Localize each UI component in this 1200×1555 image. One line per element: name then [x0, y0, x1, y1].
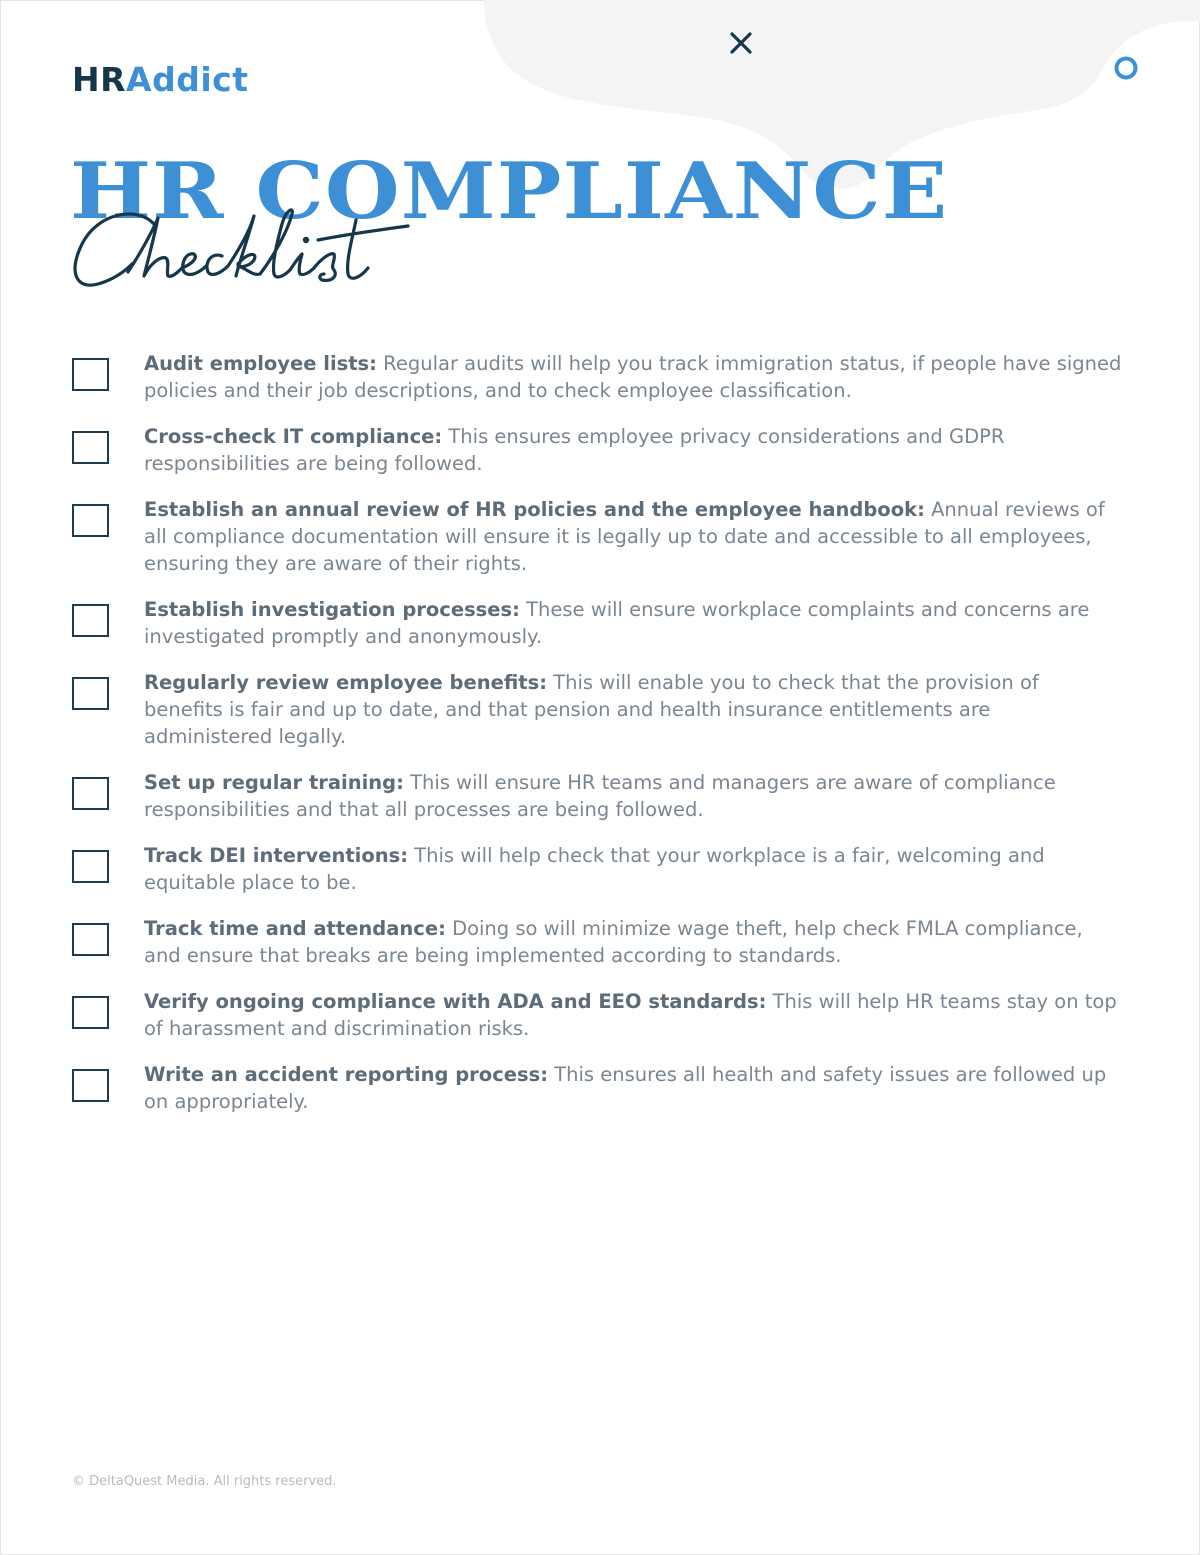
- checklist-item-lead: Establish investigation processes:: [144, 598, 520, 621]
- brand-logo: [72, 60, 248, 100]
- checklist-item: [72, 496, 1122, 577]
- checklist-script-heading: [68, 198, 428, 308]
- checklist-item-text: [144, 350, 1122, 404]
- logo-addict-text: Addict: [126, 60, 249, 99]
- checklist-item-lead: Set up regular training:: [144, 771, 404, 794]
- checklist-item-lead: Regularly review employee benefits:: [144, 671, 547, 694]
- checklist-item: [72, 596, 1122, 650]
- checklist-item-body: This will enable you to check that the provision of benefits is fair and up to date, and that pension and health insurance entitlements are administered legally.: [144, 671, 1039, 748]
- checklist-item-body: These will ensure workplace complaints and concerns are investigated promptly and anonymously.: [144, 598, 1090, 648]
- checklist-item-text: [144, 669, 1122, 750]
- checkbox[interactable]: [72, 431, 109, 464]
- page-title: HR COMPLIANCE: [70, 146, 949, 237]
- checklist-item: [72, 915, 1122, 969]
- checklist-item-text: [144, 842, 1122, 896]
- checkbox[interactable]: [72, 777, 109, 810]
- compliance-checklist: [72, 350, 1122, 1134]
- checkbox[interactable]: [72, 850, 109, 883]
- checklist-item-body: This will help check that your workplace is a fair, welcoming and equitable place to be.: [144, 844, 1045, 894]
- checklist-item-text: [144, 769, 1122, 823]
- checklist-item-lead: Cross-check IT compliance:: [144, 425, 443, 448]
- checkbox[interactable]: [72, 1069, 109, 1102]
- checkbox[interactable]: [72, 677, 109, 710]
- checklist-item-text: [144, 496, 1122, 577]
- checklist-item-lead: Track DEI interventions:: [144, 844, 409, 867]
- logo-hr-text: HR: [72, 60, 127, 99]
- checklist-item-body: This will help HR teams stay on top of harassment and discrimination risks.: [144, 990, 1117, 1040]
- checklist-item: [72, 842, 1122, 896]
- checklist-item-text: [144, 596, 1122, 650]
- checklist-item-text: [144, 1061, 1122, 1115]
- checklist-item-text: [144, 423, 1122, 477]
- checklist-item: [72, 769, 1122, 823]
- checklist-item-lead: Track time and attendance:: [144, 917, 446, 940]
- checklist-item-body: This ensures all health and safety issues are followed up on appropriately.: [144, 1063, 1107, 1113]
- checklist-item-text: [144, 915, 1122, 969]
- checkbox[interactable]: [72, 996, 109, 1029]
- checklist-item: [72, 1061, 1122, 1115]
- close-icon: [726, 28, 756, 58]
- checklist-item: [72, 350, 1122, 404]
- checklist-item-lead: Establish an annual review of HR policies and the employee handbook:: [144, 498, 925, 521]
- checklist-item-lead: Verify ongoing compliance with ADA and EEO standards:: [144, 990, 767, 1013]
- checklist-item-lead: Write an accident reporting process:: [144, 1063, 548, 1086]
- checklist-item-body: Doing so will minimize wage theft, help check FMLA compliance, and ensure that breaks are being implemented according to standards.: [144, 917, 1083, 967]
- checklist-item: [72, 669, 1122, 750]
- circle-outline-icon: [1112, 54, 1140, 82]
- checklist-item: [72, 988, 1122, 1042]
- checklist-item-body: This will ensure HR teams and managers are aware of compliance responsibilities and that all processes are being followed.: [144, 771, 1056, 821]
- checkbox[interactable]: [72, 604, 109, 637]
- checklist-item-body: This ensures employee privacy considerations and GDPR responsibilities are being followed.: [144, 425, 1005, 475]
- checkbox[interactable]: [72, 358, 109, 391]
- checkbox[interactable]: [72, 504, 109, 537]
- checklist-item-lead: Audit employee lists:: [144, 352, 377, 375]
- checklist-item-body: Annual reviews of all compliance documentation will ensure it is legally up to date and accessible to all employees, ensuring they are aware of their rights.: [144, 498, 1105, 575]
- checklist-item: [72, 423, 1122, 477]
- copyright-footer: © DeltaQuest Media. All rights reserved.: [72, 1474, 337, 1489]
- checklist-item-body: Regular audits will help you track immigration status, if people have signed policies and their job descriptions, and to check employee classification.: [144, 352, 1122, 402]
- checklist-item-text: [144, 988, 1122, 1042]
- checkbox[interactable]: [72, 923, 109, 956]
